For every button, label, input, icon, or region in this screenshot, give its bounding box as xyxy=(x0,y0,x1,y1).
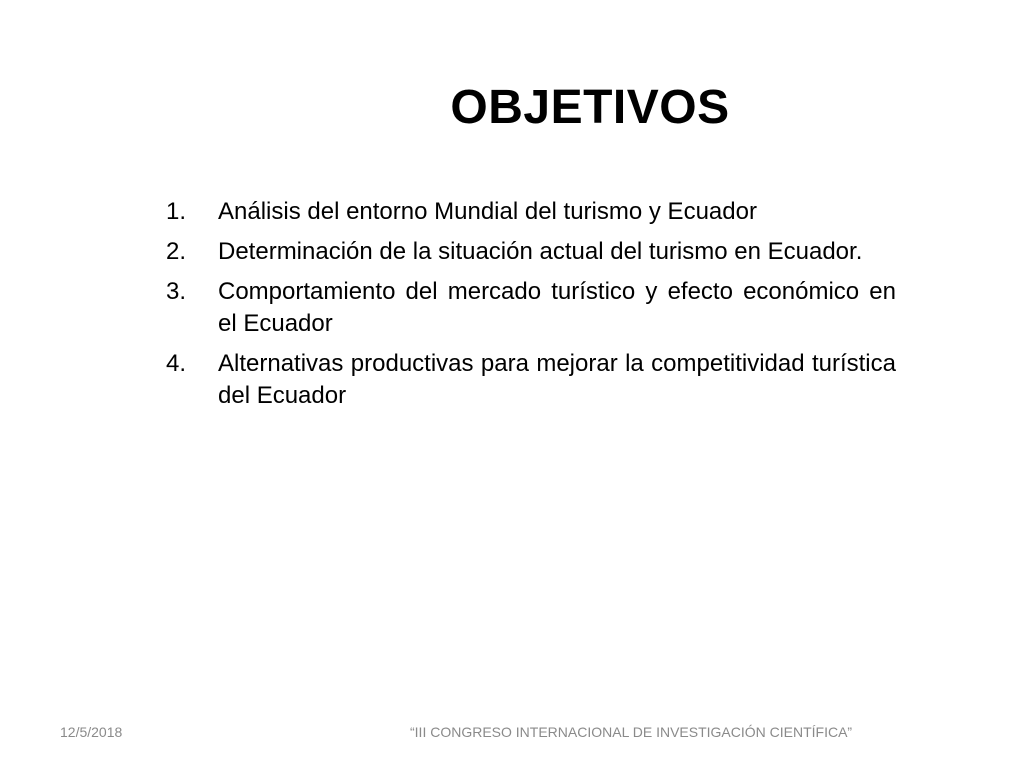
objective-text: Análisis del entorno Mundial del turismo y Ecuador xyxy=(218,198,757,225)
objective-text: Determinación de la situación actual del turismo en Ecuador. xyxy=(218,238,863,265)
footer-event-title: “III CONGRESO INTERNACIONAL DE INVESTIGACIÓN CIENTÍFICA” xyxy=(410,724,853,740)
objective-item-1 xyxy=(166,196,896,228)
objective-item-3 xyxy=(166,276,896,340)
objective-text: Alternativas productivas para mejorar la competitividad turística del Ecuador xyxy=(218,350,896,409)
objective-item-2 xyxy=(166,236,896,268)
objectives-list xyxy=(166,196,896,420)
slide-title: OBJETIVOS xyxy=(450,81,730,134)
objective-number: 4. xyxy=(166,350,187,377)
objective-item-4 xyxy=(166,348,896,412)
objective-number: 3. xyxy=(166,278,187,305)
footer-date: 12/5/2018 xyxy=(60,724,123,740)
objective-number: 1. xyxy=(166,198,187,225)
objective-number: 2. xyxy=(166,238,187,265)
objective-text: Comportamiento del mercado turístico y efecto económico en el Ecuador xyxy=(218,278,896,337)
